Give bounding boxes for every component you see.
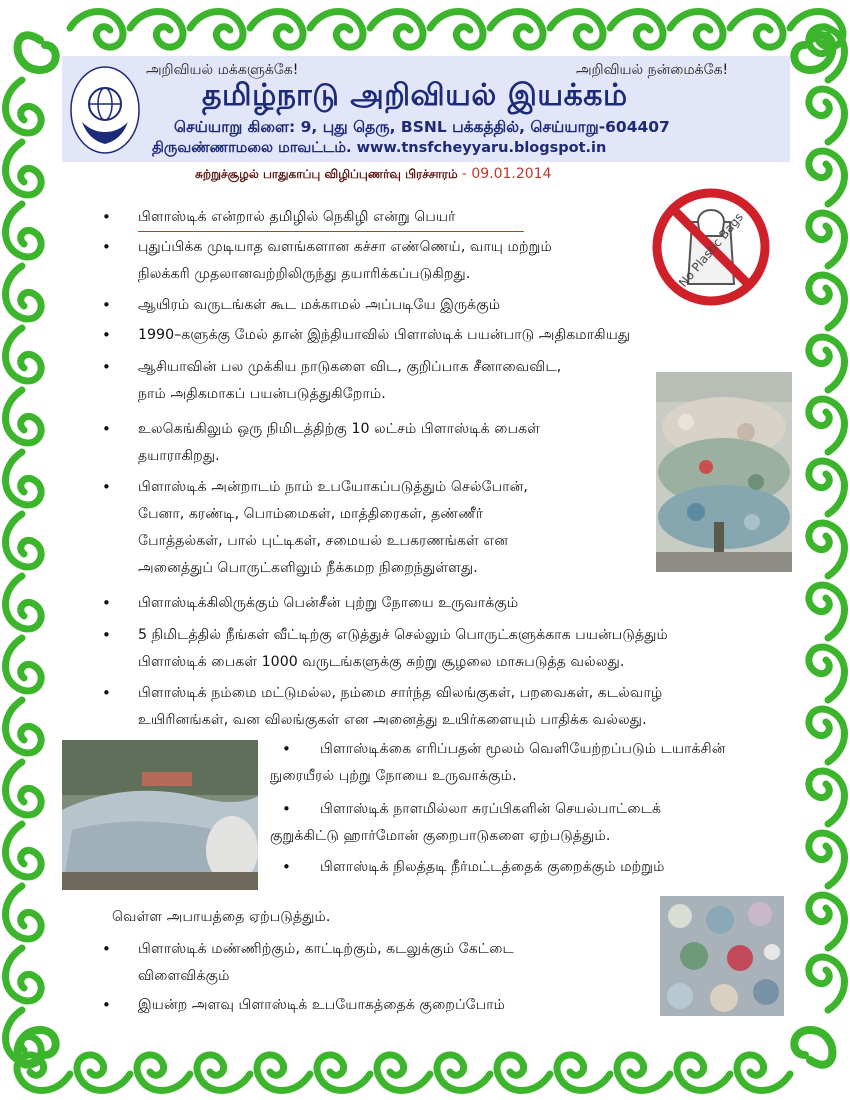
bullet-text-line: நாம் அதிகமாகப் பயன்படுத்துகிறோம். — [138, 386, 386, 402]
bullet-dot-icon: • — [102, 478, 111, 496]
no-plastic-bags-icon — [652, 188, 770, 306]
photo-plastic-waste-heap — [62, 740, 258, 890]
bullet-dot-icon: • — [102, 358, 111, 376]
bullet-text-line: குறுக்கிட்டு ஹார்மோன் குறைபாடுகளை ஏற்படுத்தும். — [270, 828, 611, 844]
bullet-text-line: பிளாஸ்டிக் நாளமில்லா சுரப்பிகளின் செயல்பாட்டைக் — [320, 801, 662, 817]
campaign-heading — [195, 166, 551, 183]
bullet-text-line: பிளாஸ்டிக் நம்மை மட்டுமல்ல, நம்மை சார்ந்த விலங்குகள், பறவைகள், கடல்வாழ் — [138, 685, 663, 701]
first-line-underline — [138, 231, 524, 232]
bullet-text-line: அனைத்துப் பொருட்களிலும் நீக்கமற நிறைந்துள்ளது. — [138, 560, 478, 576]
bullet-dot-icon: • — [102, 594, 111, 612]
bullet-dot-icon: • — [102, 626, 111, 644]
bullet-text-line: போத்தல்கள், பால் புட்டிகள், சமையல் உபகரணங்கள் என — [138, 533, 509, 549]
slogan-left: அறிவியல் மக்களுக்கே! — [146, 62, 299, 78]
bullet-text-line: பிளாஸ்டிக் நிலத்தடி நீர்மட்டத்தைக் குறைக்கும் மற்றும் — [320, 859, 665, 875]
bullet-text-line: பிளாஸ்டிக்கிலிருக்கும் பென்சீன் புற்று நோயை உருவாக்கும் — [138, 595, 519, 611]
bullet-dot-icon: • — [102, 996, 111, 1014]
organization-title: தமிழ்நாடு அறிவியல் இயக்கம் — [202, 78, 628, 113]
bullet-text-line: வெள்ள அபாயத்தை ஏற்படுத்தும். — [112, 909, 331, 925]
bullet-text-line: பேனா, கரண்டி, பொம்மைகள், மாத்திரைகள், தண்ணீர் — [138, 506, 484, 522]
bullet-dot-icon: • — [282, 858, 291, 876]
bullet-dot-icon: • — [102, 208, 111, 226]
no-plastic-bags-label: No Plastic Bags — [675, 210, 747, 290]
campaign-title: சுற்றுச்சூழல் பாதுகாப்பு விழிப்புணர்வு பிரச்சாரம் — [195, 167, 458, 181]
bullet-text-line: ஆயிரம் வருடங்கள் கூட மக்காமல் அப்படியே இருக்கும் — [138, 297, 501, 313]
bullet-dot-icon: • — [102, 684, 111, 702]
bullet-text-line: பிளாஸ்டிக் அன்றாடம் நாம் உபயோகப்படுத்தும் செல்போன், — [138, 479, 528, 495]
bullet-text-line: 5 நிமிடத்தில் நீங்கள் வீட்டிற்கு எடுத்துச் செல்லும் பொருட்களுக்காக பயன்படுத்தும் — [138, 627, 668, 643]
header-banner — [62, 56, 790, 162]
campaign-date: - 09.01.2014 — [461, 166, 552, 182]
bullet-dot-icon: • — [282, 740, 291, 758]
bullet-dot-icon: • — [282, 800, 291, 818]
bullet-dot-icon: • — [102, 238, 111, 256]
bullet-text-line: நிலக்கரி முதலானவற்றிலிருந்து தயாரிக்கப்படுகிறது. — [138, 266, 471, 282]
bullet-text-line: உலகெங்கிலும் ஒரு நிமிடத்திற்கு 10 லட்சம் பிளாஸ்டிக் பைகள் — [138, 421, 541, 437]
bullet-text-line: பிளாஸ்டிக் பைகள் 1000 வருடங்களுக்கு சுற்று சூழலை மாசுபடுத்த வல்லது. — [138, 654, 625, 670]
bullet-text-line: உயிரினங்கள், வன விலங்குகள் என அனைத்து உயிர்களையும் பாதிக்க வல்லது. — [138, 712, 647, 728]
bullet-text-line: ஆசியாவின் பல முக்கிய நாடுகளை விட, குறிப்பாக சீனாவைவிட, — [138, 359, 562, 375]
bullet-text-line: பிளாஸ்டிக் மண்ணிற்கும், காட்டிற்கும், கடலுக்கும் கேட்டை — [138, 941, 514, 957]
bullet-dot-icon: • — [102, 940, 111, 958]
bullet-text-line: 1990–களுக்கு மேல் தான் இந்தியாவில் பிளாஸ்டிக் பயன்பாடு அதிகமாகியது — [138, 327, 631, 343]
slogan-right: அறிவியல் நன்மைக்கே! — [576, 62, 729, 78]
bullet-text-line: பிளாஸ்டிக்கை எரிப்பதன் மூலம் வெளியேற்றப்படும் டயாக்சின் — [320, 741, 726, 757]
branch-address: செய்யாறு கிளை: 9, புது தெரு, BSNL பக்கத்தில், செய்யாறு-604407 — [174, 118, 670, 136]
bullet-dot-icon: • — [102, 326, 111, 344]
photo-plastic-bottles-truck — [656, 372, 792, 572]
logo-globe-hands-icon — [68, 64, 142, 156]
bullet-text-line: புதுப்பிக்க முடியாத வளங்களான கச்சா எண்ணெய், வாயு மற்றும் — [138, 239, 552, 255]
photo-plastic-bottles-closeup — [660, 896, 784, 1016]
bullet-text-line: தயாராகிறது. — [138, 448, 220, 464]
bullet-text-line: இயன்ற அளவு பிளாஸ்டிக் உபயோகத்தைக் குறைப்போம் — [138, 997, 506, 1013]
bullet-dot-icon: • — [102, 420, 111, 438]
bullet-text-line: நுரையீரல் புற்று நோயை உருவாக்கும். — [270, 768, 517, 784]
bullet-dot-icon: • — [102, 296, 111, 314]
district-and-website: திருவண்ணாமலை மாவட்டம். www.tnsfcheyyaru.blogspot.in — [152, 140, 607, 156]
bullet-text-line: பிளாஸ்டிக் என்றால் தமிழில் நெகிழி என்று பெயர் — [138, 209, 456, 225]
bullet-text-line: விளைவிக்கும் — [138, 968, 230, 984]
